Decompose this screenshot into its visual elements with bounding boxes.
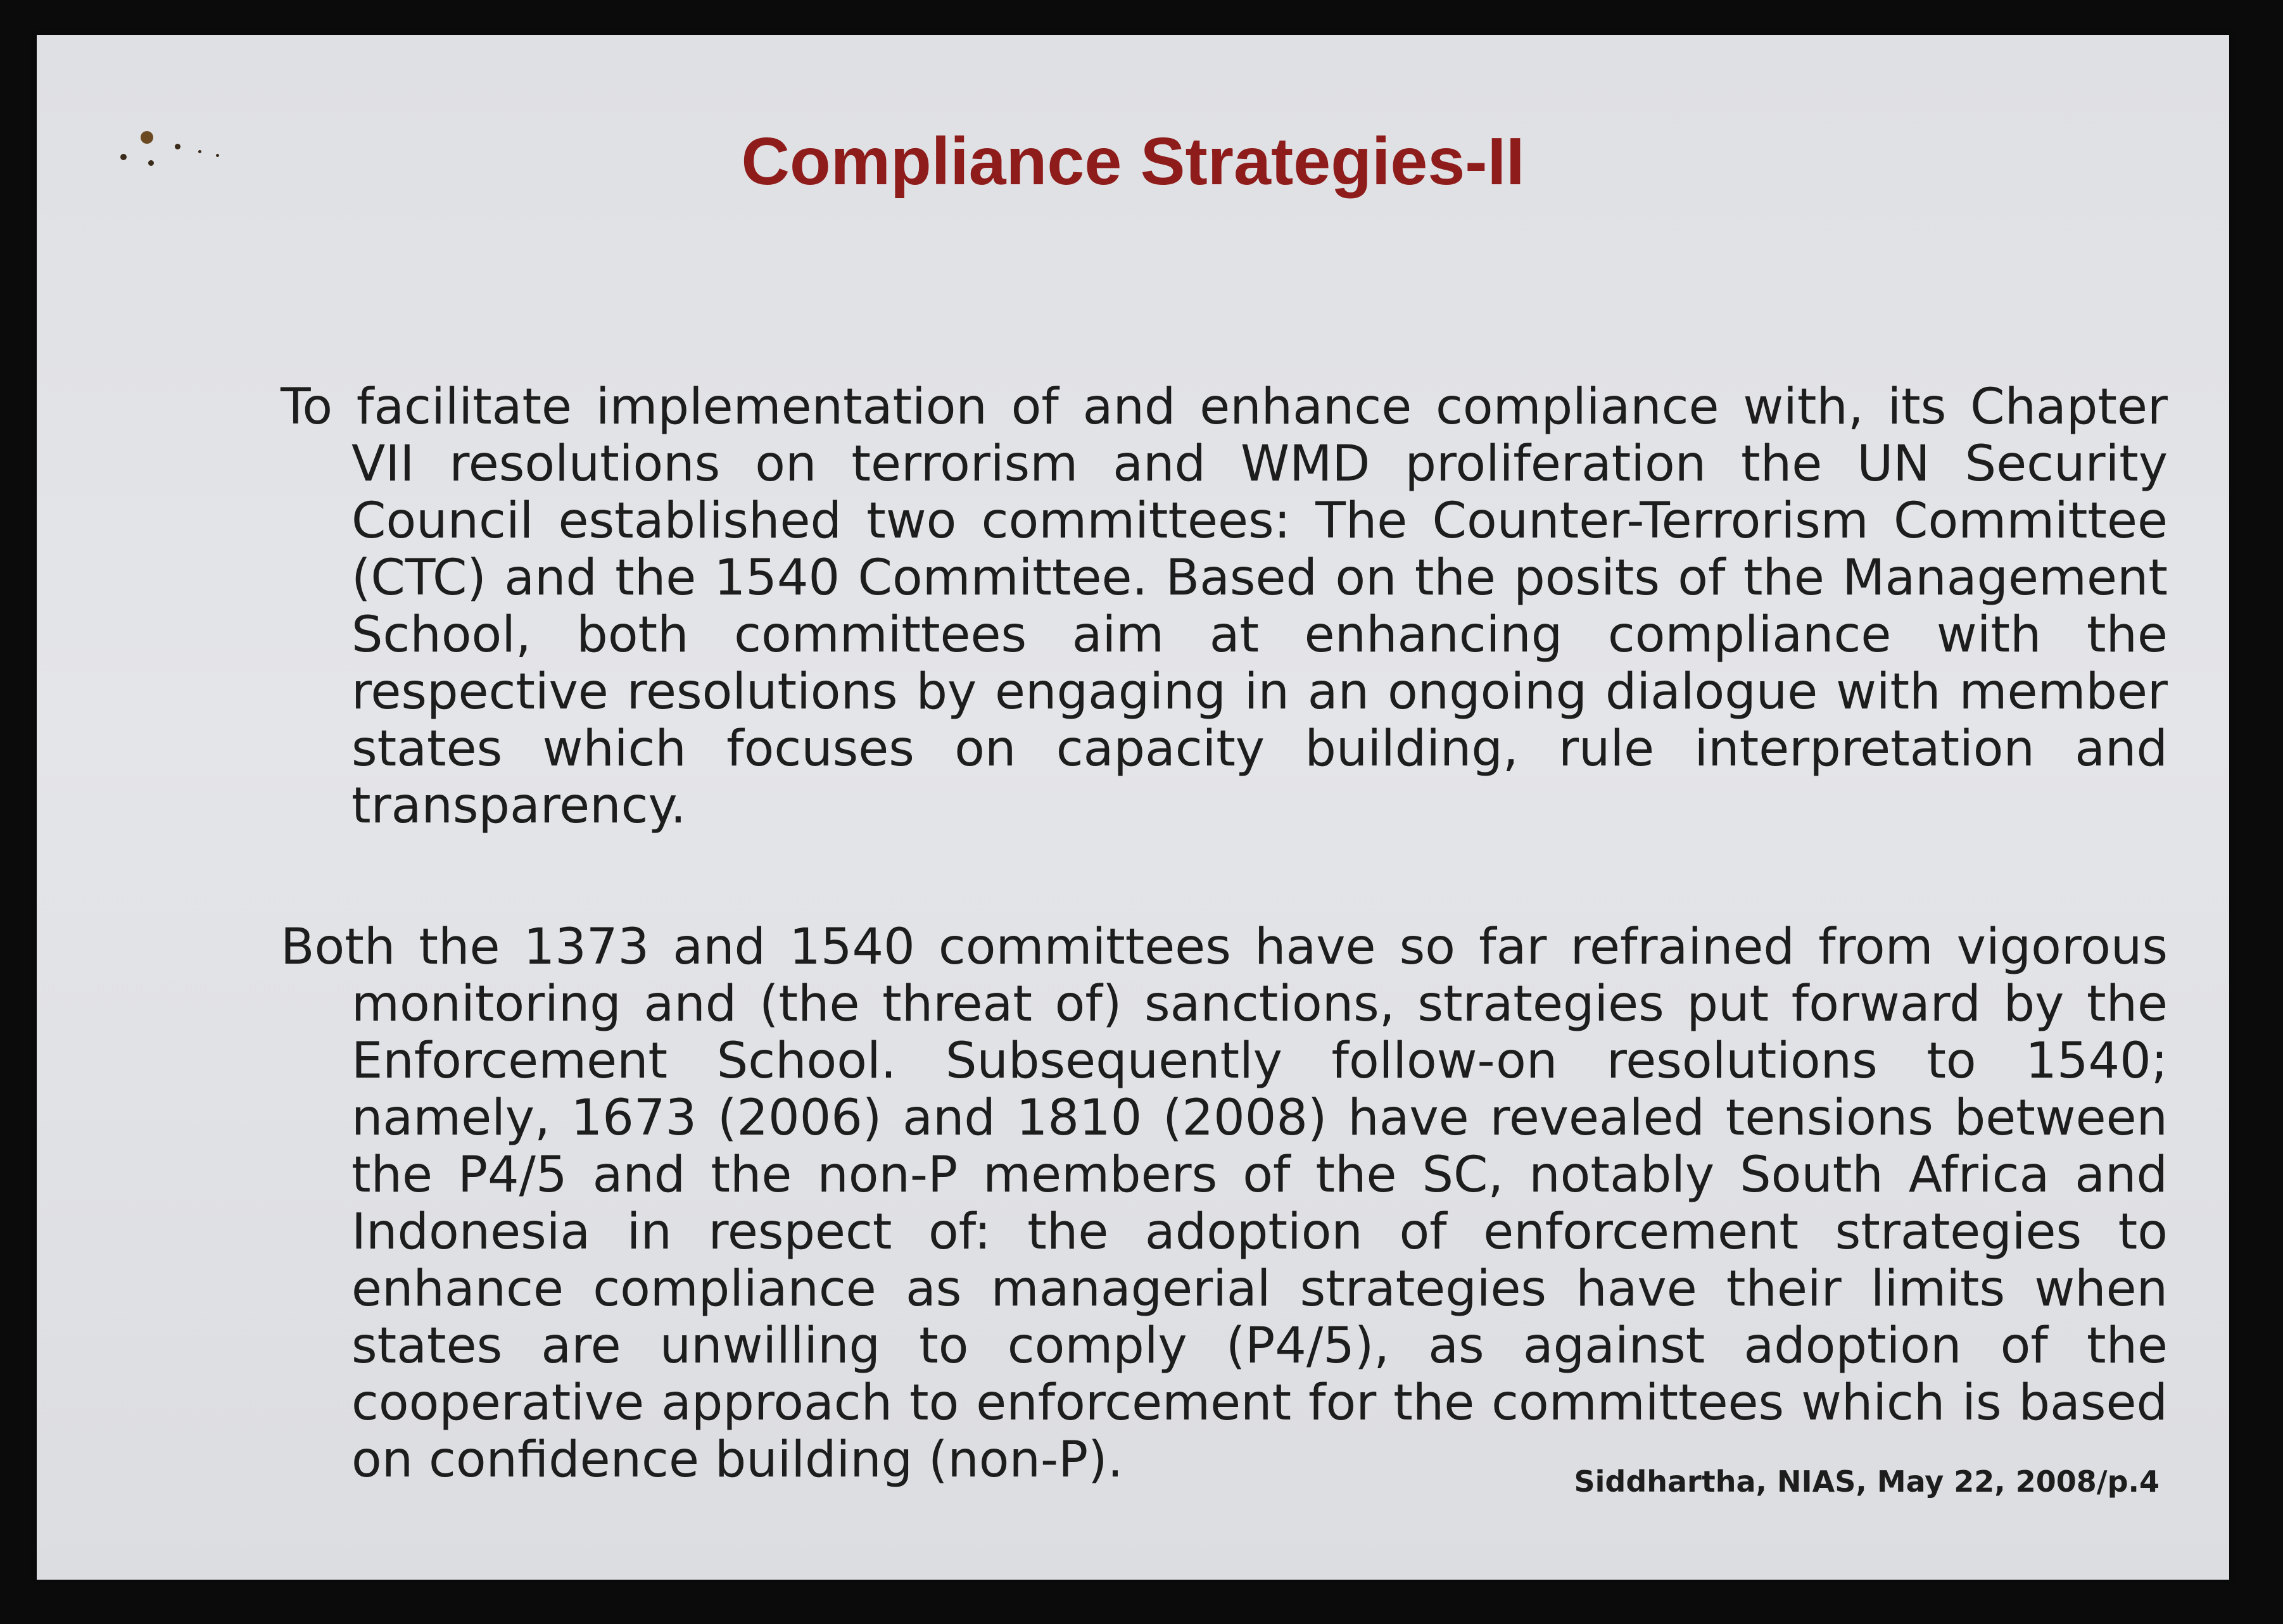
paragraph-2: Both the 1373 and 1540 committees have so far refrained from vigorous monitoring and (the threat of) sanctions, strategies put forward by the Enforcement School. Subsequently follow-on resolutions to 1540; namely, 1673 (2006) and 1810 (2008) have revealed tensions between the P4/5 and the non-P members of the SC, notably South Africa and Indonesia in respect of: the adoption of enforcement strategies to enhance compliance as managerial strategies have their limits when states are unwilling to comply (P4/5), as against adoption of the cooperative approach to enforcement for the committees which is based on confidence building (non-P). bbox=[281, 919, 2168, 1489]
footer-citation: Siddhartha, NIAS, May 22, 2008/p.4 bbox=[1574, 1464, 2160, 1499]
paragraph-1: To facilitate implementation of and enhance compliance with, its Chapter VII resolutions on terrorism and WMD proliferation the UN Security Council established two committees: The Counter-Terrorism Committee (CTC) and the 1540 Committee. Based on the posits of the Management School, both committees aim at enhancing compliance with the respective resolutions by engaging in an ongoing dialogue with member states which focuses on capacity building, rule interpretation and transparency. bbox=[281, 379, 2168, 834]
page-title: Compliance Strategies-II bbox=[741, 124, 1525, 199]
paper-sheet bbox=[37, 35, 2229, 1580]
